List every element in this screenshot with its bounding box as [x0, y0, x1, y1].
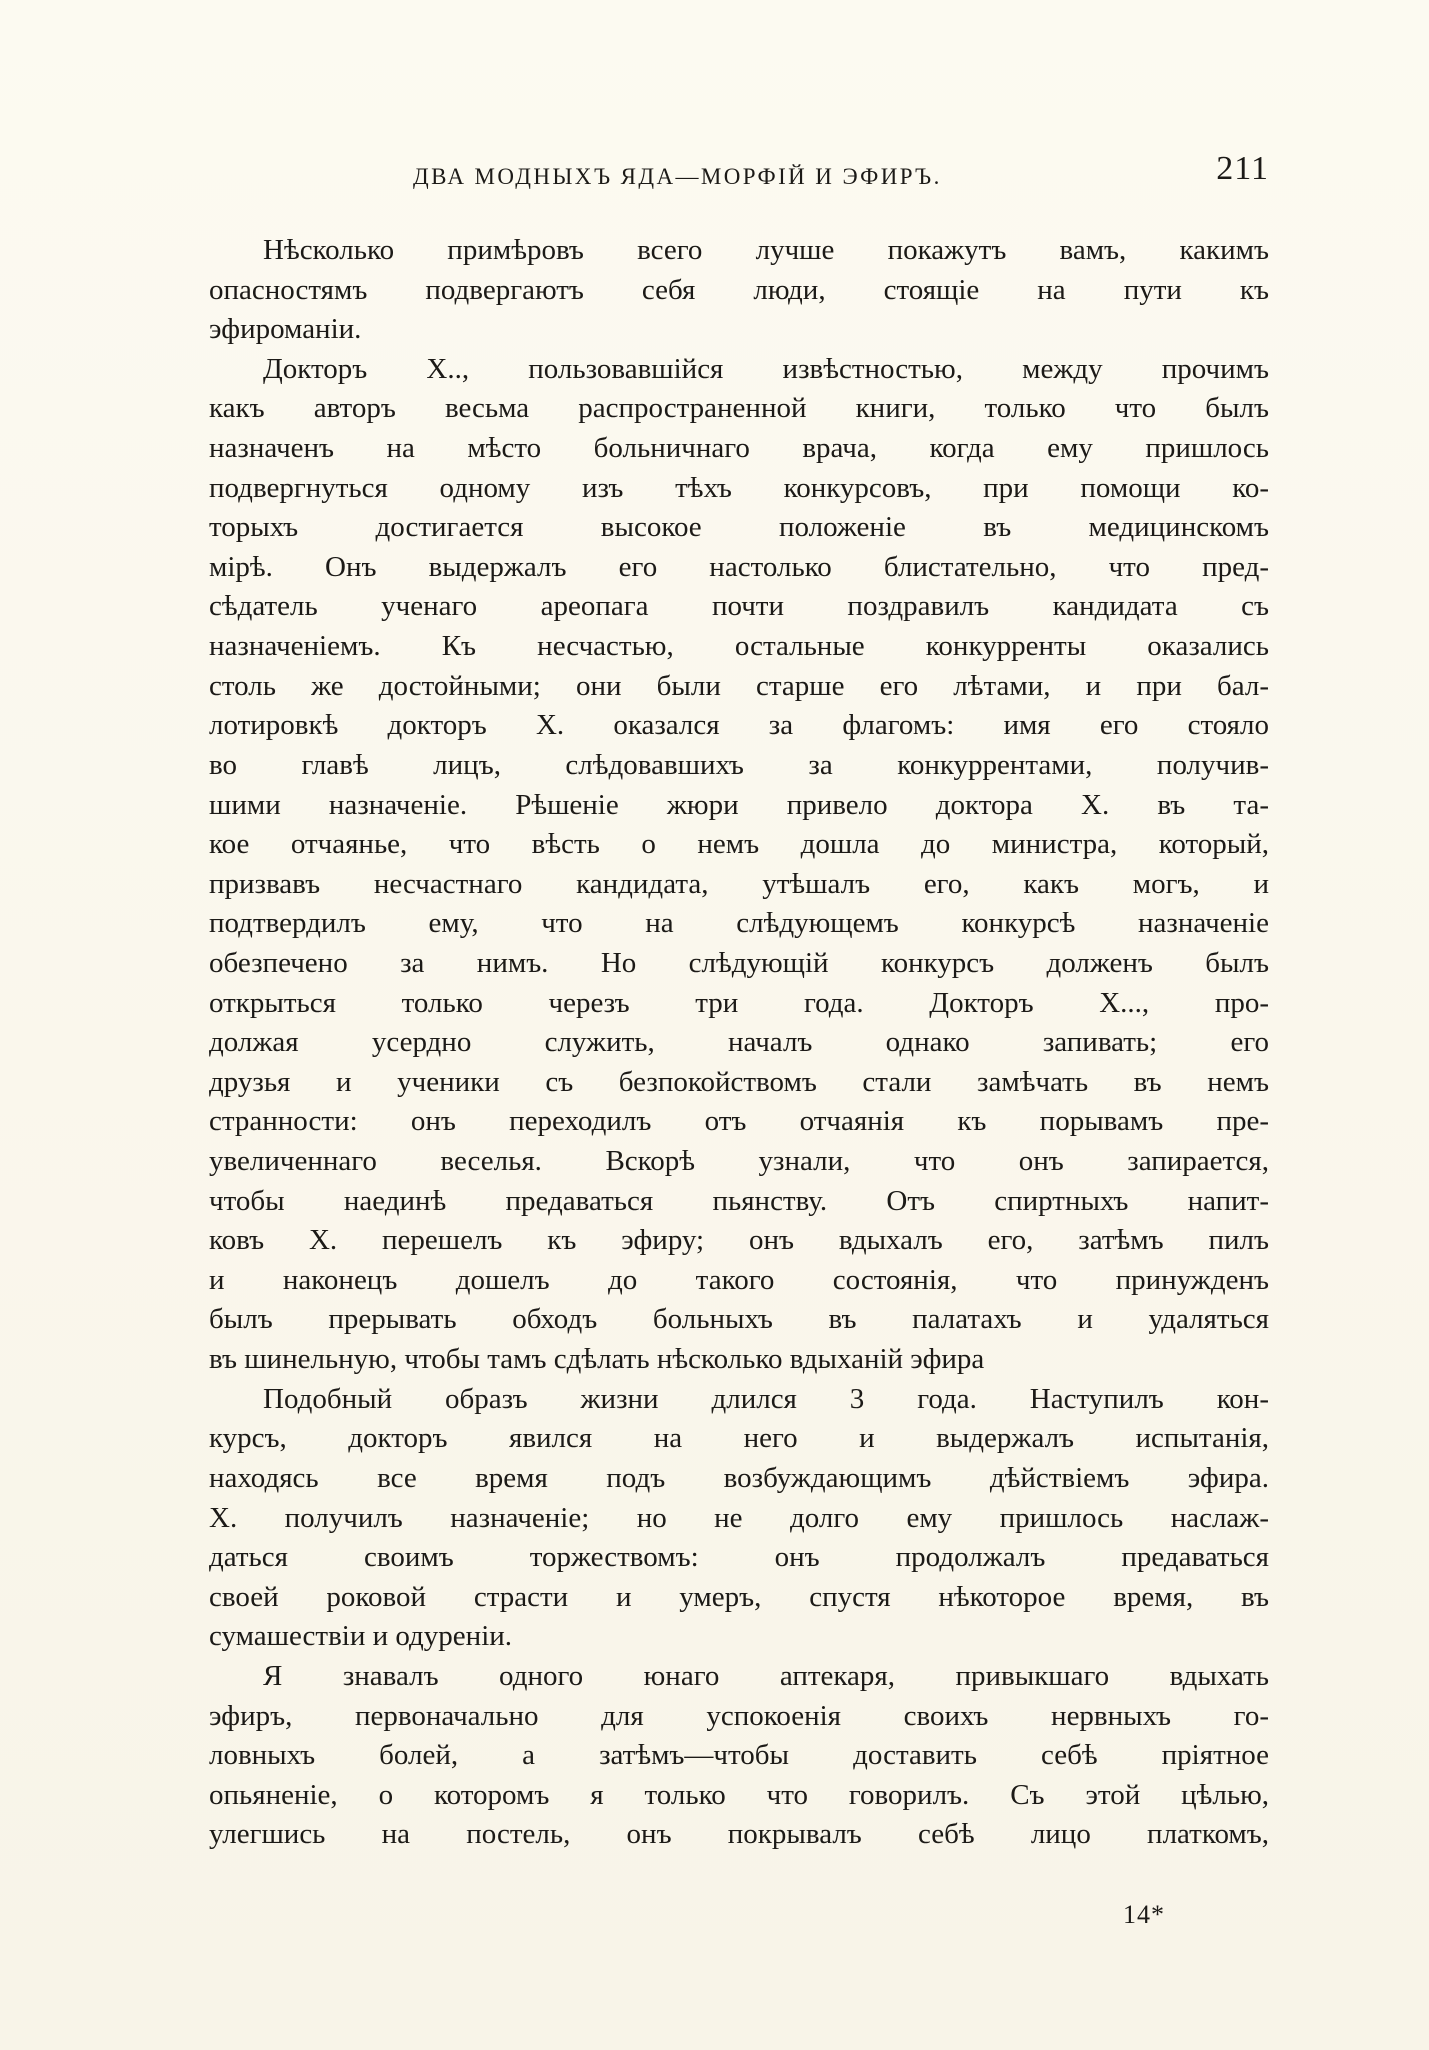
text-line-34: даться своимъ торжествомъ: онъ продолжалъ предаваться [209, 1541, 1269, 1574]
text-line-1: Нѣсколько примѣровъ всего лучше покажутъ вамъ, какимъ [263, 234, 1269, 266]
printer-signature: 14* [1123, 1900, 1165, 1929]
text-line-22: друзья и ученики съ безпокойствомъ стали замѣчать въ немъ [209, 1065, 1269, 1098]
text-line-8: торыхъ достигается высокое положеніе въ медицинскомъ [209, 511, 1269, 544]
text-line-12: столь же достойными; они были старше его лѣтами, и при бал- [209, 669, 1269, 702]
text-line-6: назначенъ на мѣсто больничнаго врача, когда ему пришлось [209, 432, 1269, 465]
text-line-17: призвавъ несчастнаго кандидата, утѣшалъ его, какъ могъ, и [209, 867, 1269, 900]
text-line-29: въ шинельную, чтобы тамъ сдѣлать нѣсколько вдыханій эфира [209, 1343, 985, 1376]
text-line-21: должая усердно служить, началъ однако запивать; его [209, 1026, 1269, 1059]
text-line-41: улегшись на постель, онъ покрывалъ себѣ лицо платкомъ, [209, 1818, 1269, 1851]
text-line-19: обезпечено за нимъ. Но слѣдующій конкурсъ долженъ былъ [209, 946, 1269, 979]
text-line-15: шими назначеніе. Рѣшеніе жюри привело доктора X. въ та- [209, 788, 1269, 821]
text-line-2: опасностямъ подвергаютъ себя люди, стоящіе на пути къ [209, 273, 1269, 306]
body-text [209, 231, 1269, 1855]
text-line-14: во главѣ лицъ, слѣдовавшихъ за конкуррентами, получив- [209, 748, 1269, 781]
text-line-24: увеличеннаго веселья. Вскорѣ узнали, что онъ запирается, [209, 1145, 1269, 1178]
text-line-23: странности: онъ переходилъ отъ отчаянія къ порывамъ пре- [209, 1105, 1269, 1138]
text-line-38: эфиръ, первоначально для успокоенія своихъ нервныхъ го- [209, 1699, 1269, 1732]
text-line-30: Подобный образъ жизни длился 3 года. Наступилъ кон- [263, 1382, 1269, 1415]
text-line-32: находясь все время подъ возбуждающимъ дѣйствіемъ эфира. [209, 1461, 1269, 1494]
text-line-31: курсъ, докторъ явился на него и выдержалъ испытанія, [209, 1422, 1269, 1455]
text-line-35: своей роковой страсти и умеръ, спустя нѣкоторое время, въ [209, 1580, 1269, 1613]
text-line-10: сѣдатель ученаго ареопага почти поздравилъ кандидата съ [209, 590, 1269, 623]
text-line-7: подвергнуться одному изъ тѣхъ конкурсовъ, при помощи ко- [209, 471, 1269, 504]
page-header [209, 150, 1269, 202]
text-line-33: X. получилъ назначеніе; но не долго ему пришлось наслаж- [209, 1501, 1269, 1534]
text-line-39: ловныхъ болей, а затѣмъ—чтобы доставить себѣ пріятное [209, 1739, 1269, 1772]
text-line-28: былъ прерывать обходъ больныхъ въ палатахъ и удаляться [209, 1303, 1269, 1336]
text-line-26: ковъ X. перешелъ къ эфиру; онъ вдыхалъ его, затѣмъ пилъ [209, 1224, 1269, 1257]
text-line-37: Я знавалъ одного юнаго аптекаря, привыкшаго вдыхать [263, 1659, 1269, 1692]
text-line-27: и наконецъ дошелъ до такого состоянія, что принужденъ [209, 1263, 1269, 1296]
text-line-40: опьяненіе, о которомъ я только что говорилъ. Съ этой цѣлью, [209, 1778, 1269, 1811]
running-head: ДВА МОДНЫХЪ ЯДА—МОРФІЙ И ЭФИРЪ. [413, 164, 942, 189]
text-line-3: эфироманіи. [209, 313, 362, 346]
text-line-36: сумашествіи и одуреніи. [209, 1620, 513, 1653]
text-line-9: мірѣ. Онъ выдержалъ его настолько блистательно, что пред- [209, 550, 1269, 583]
text-line-5: какъ авторъ весьма распространенной книги, только что былъ [209, 392, 1269, 425]
text-line-25: чтобы наединѣ предаваться пьянству. Отъ спиртныхъ напит- [209, 1184, 1269, 1217]
page-number: 211 [1216, 150, 1269, 187]
text-line-16: кое отчаянье, что вѣсть о немъ дошла до министра, который, [209, 828, 1269, 861]
text-line-18: подтвердилъ ему, что на слѣдующемъ конкурсѣ назначеніе [209, 907, 1269, 940]
text-line-20: открыться только черезъ три года. Докторъ X..., про- [209, 986, 1269, 1019]
text-line-4: Докторъ X.., пользовавшійся извѣстностью, между прочимъ [263, 352, 1269, 385]
text-line-11: назначеніемъ. Къ несчастью, остальные конкурренты оказались [209, 630, 1269, 663]
text-line-13: лотировкѣ докторъ X. оказался за флагомъ: имя его стояло [209, 709, 1269, 742]
